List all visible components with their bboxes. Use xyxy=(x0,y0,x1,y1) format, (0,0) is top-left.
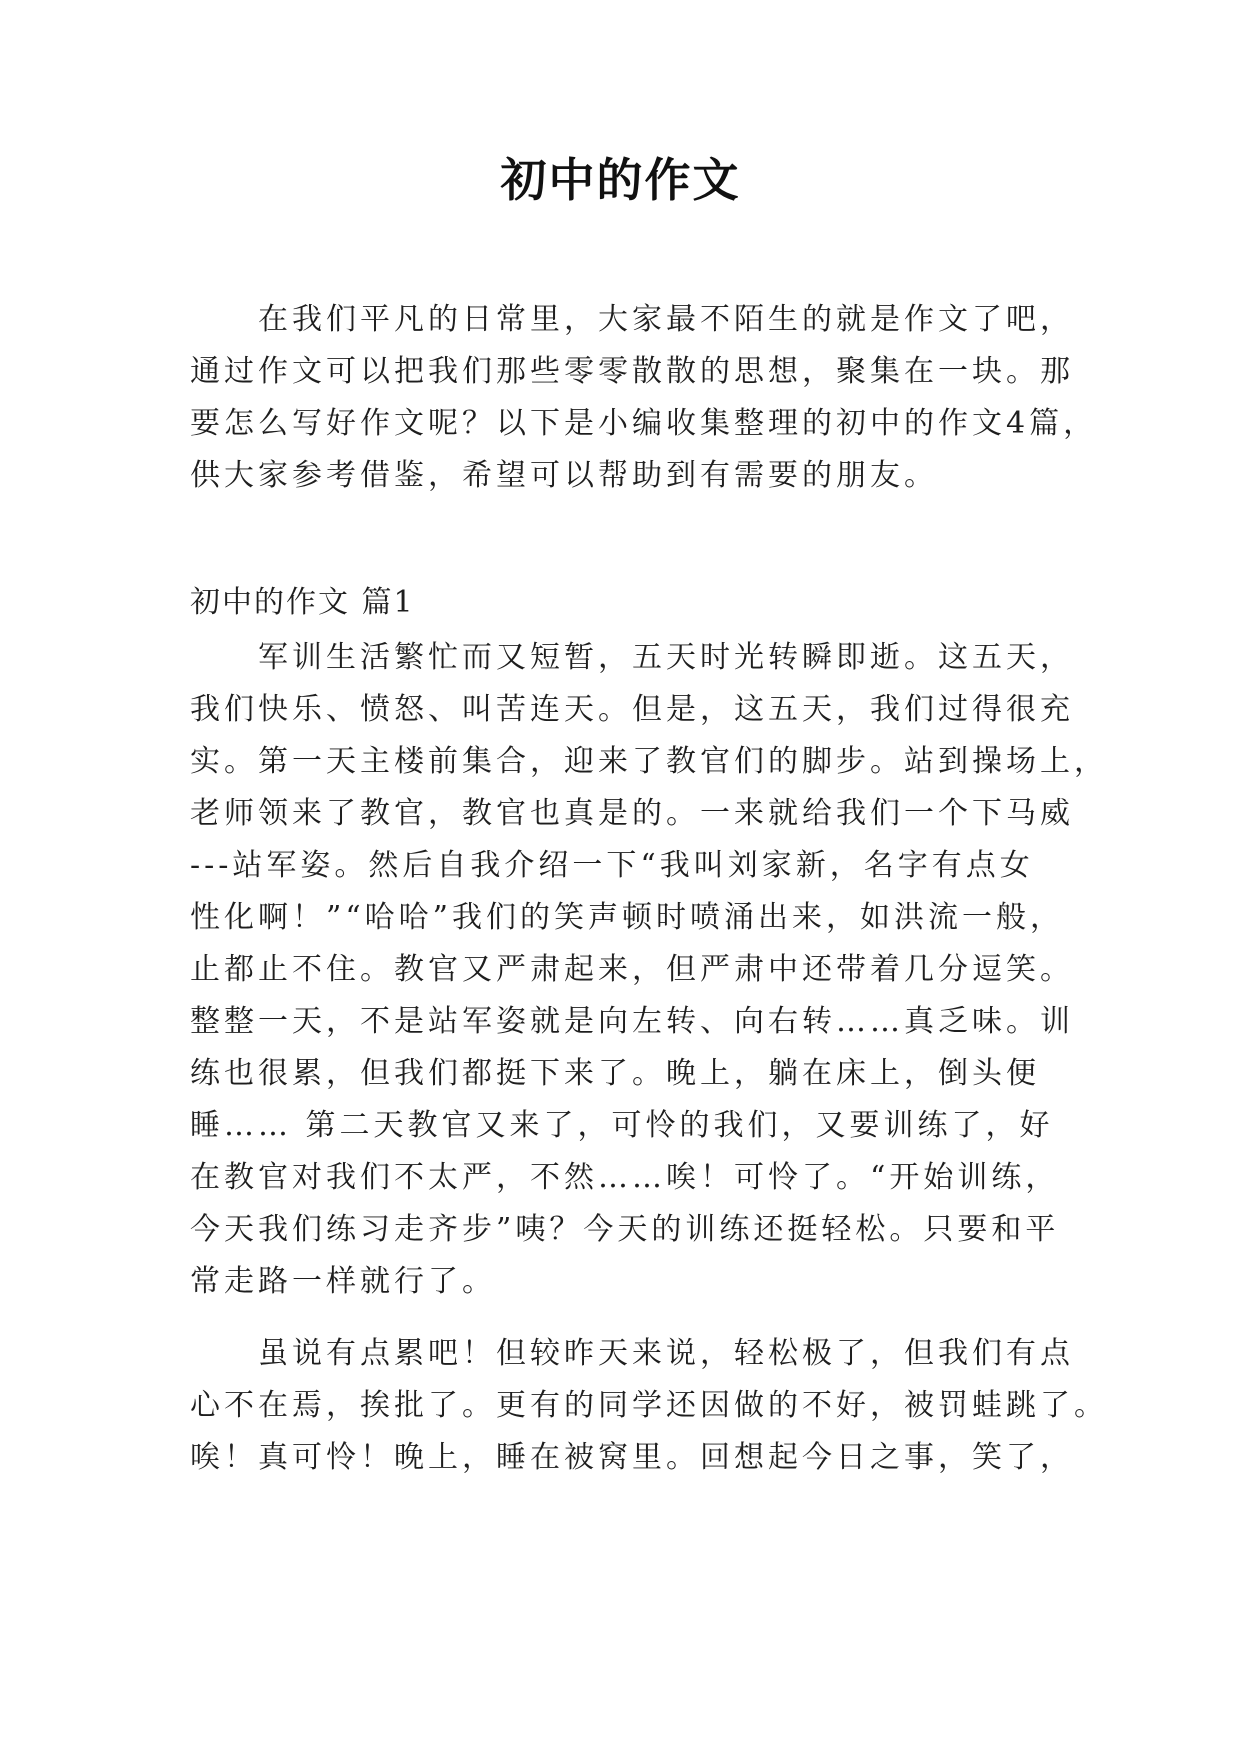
intro-paragraph-line: 供大家参考借鉴，希望可以帮助到有需要的朋友。 xyxy=(190,458,938,493)
body-paragraph-line: 常走路一样就行了。 xyxy=(190,1264,496,1299)
body-paragraph-line: 实。第一天主楼前集合，迎来了教官们的脚步。站到操场上， xyxy=(190,744,1108,779)
body-paragraph-line: 军训生活繁忙而又短暂，五天时光转瞬即逝。这五天， xyxy=(258,640,1074,675)
body-paragraph-line: 止都止不住。教官又严肃起来，但严肃中还带着几分逗笑。 xyxy=(190,952,1074,987)
document-title: 初中的作文 xyxy=(500,153,741,207)
intro-paragraph-line: 要怎么写好作文呢？以下是小编收集整理的初中的作文4篇， xyxy=(190,406,1098,441)
body-paragraph-line: 今天我们练习走齐步”咦？今天的训练还挺轻松。只要和平 xyxy=(190,1212,1060,1247)
body-paragraph-line: 睡…… 第二天教官又来了，可怜的我们，又要训练了，好 xyxy=(190,1108,1054,1143)
body-paragraph-line: 性化啊！”“哈哈”我们的笑声顿时喷涌出来，如洪流一般， xyxy=(190,900,1065,935)
body-paragraph-line: 在教官对我们不太严，不然……唉！可怜了。“开始训练， xyxy=(190,1160,1060,1195)
body-paragraph-line: 虽说有点累吧！但较昨天来说，轻松极了，但我们有点 xyxy=(258,1336,1074,1371)
body-paragraph-line: 练也很累，但我们都挺下来了。晚上，躺在床上，倒头便 xyxy=(190,1056,1040,1091)
body-paragraph-line: 我们快乐、愤怒、叫苦连天。但是，这五天，我们过得很充 xyxy=(190,692,1074,727)
intro-paragraph-line: 在我们平凡的日常里，大家最不陌生的就是作文了吧， xyxy=(258,302,1074,337)
body-paragraph-line: 整整一天，不是站军姿就是向左转、向右转……真乏味。训 xyxy=(190,1004,1074,1039)
body-paragraph-line: 老师领来了教官，教官也真是的。一来就给我们一个下马威 xyxy=(190,796,1074,831)
body-paragraph-line: 唉！真可怜！晚上，睡在被窝里。回想起今日之事，笑了， xyxy=(190,1440,1074,1475)
section-heading: 初中的作文 篇1 xyxy=(190,585,415,620)
body-paragraph-line: ---站军姿。然后自我介绍一下“我叫刘家新，名字有点女 xyxy=(190,848,1034,883)
body-paragraph-line: 心不在焉，挨批了。更有的同学还因做的不好，被罚蛙跳了。 xyxy=(190,1388,1108,1423)
intro-paragraph-line: 通过作文可以把我们那些零零散散的思想，聚集在一块。那 xyxy=(190,354,1074,389)
